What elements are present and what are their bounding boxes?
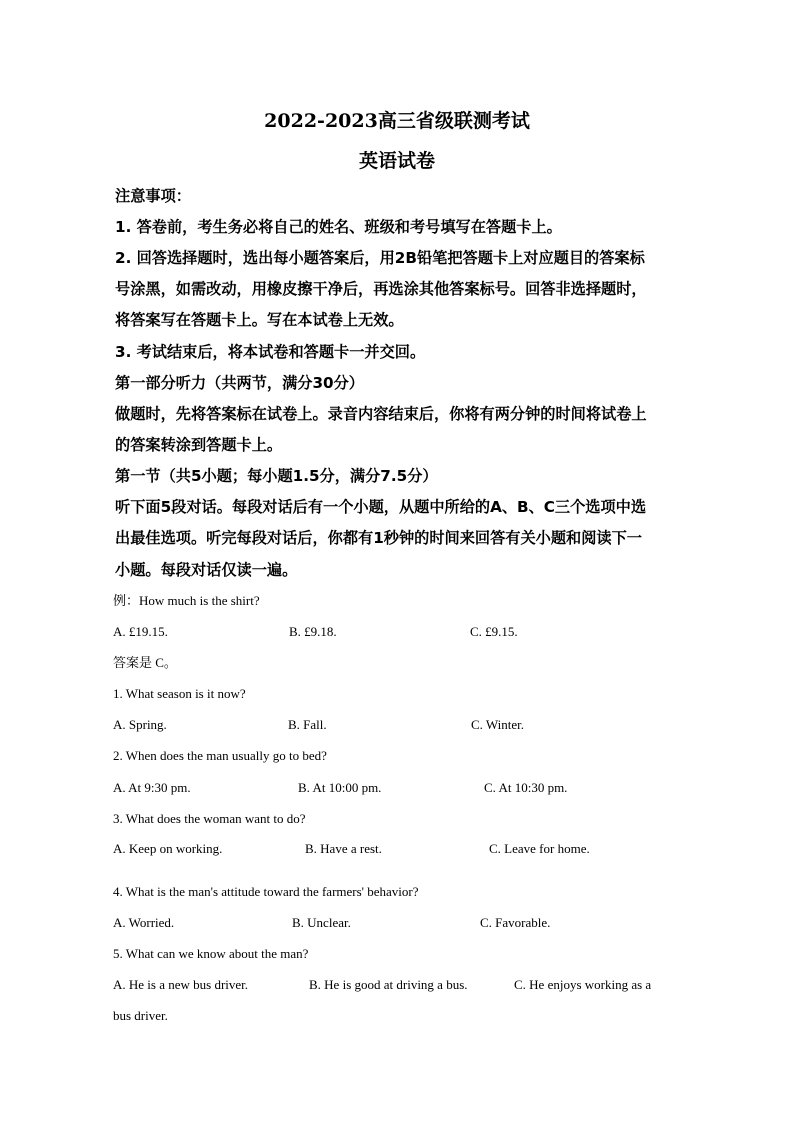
part1-instruction-line-2: 的答案转涂到答题卡上。: [115, 436, 283, 454]
section1-instruction-line-3: 小题。每段对话仅读一遍。: [115, 561, 298, 579]
question-1-option-b: B. Fall.: [288, 717, 327, 732]
question-3-option-a: A. Keep on working.: [113, 841, 223, 856]
notice-item-2-line-1: 2. 回答选择题时，选出每小题答案后，用2B铅笔把答题卡上对应题目的答案标: [115, 249, 645, 267]
question-1-option-c: C. Winter.: [471, 717, 525, 732]
notice-item-2-line-3: 将答案写在答题卡上。写在本试卷上无效。: [115, 311, 404, 329]
part1-instruction-line-1: 做题时，先将答案标在试卷上。录音内容结束后，你将有两分钟的时间将试卷上: [115, 405, 647, 423]
question-5: 5. What can we know about the man?: [113, 946, 309, 961]
question-5-option-c: C. He enjoys working as a: [514, 977, 652, 992]
question-3-option-b: B. Have a rest.: [305, 841, 382, 856]
section1-heading: 第一节（共5小题；每小题1.5分，满分7.5分）: [115, 467, 438, 485]
notice-item-2-line-2: 号涂黑，如需改动，用橡皮擦干净后，再选涂其他答案标号。回答非选择题时，: [115, 280, 647, 298]
notice-item-3: 3. 考试结束后，将本试卷和答题卡一并交回。: [115, 343, 426, 361]
question-2-option-c: C. At 10:30 pm.: [484, 780, 568, 795]
question-4: 4. What is the man's attitude toward the farmers' behavior?: [113, 884, 419, 899]
exam-title: 2022-2023高三省级联测考试: [264, 110, 530, 132]
question-3-option-c: C. Leave for home.: [489, 841, 590, 856]
notice-item-1: 1. 答卷前，考生务必将自己的姓名、班级和考号填写在答题卡上。: [115, 218, 562, 236]
example-option-c: C. £9.15.: [470, 624, 518, 639]
question-4-option-a: A. Worried.: [113, 915, 175, 930]
question-4-option-b: B. Unclear.: [292, 915, 351, 930]
question-2-option-a: A. At 9:30 pm.: [113, 780, 191, 795]
question-3: 3. What does the woman want to do?: [113, 811, 306, 826]
question-5-option-a: A. He is a new bus driver.: [113, 977, 249, 992]
question-1: 1. What season is it now?: [113, 686, 246, 701]
example-question: 例：How much is the shirt?: [113, 593, 260, 608]
example-answer: 答案是 C。: [113, 655, 177, 670]
question-5-option-b: B. He is good at driving a bus.: [309, 977, 468, 992]
question-2: 2. When does the man usually go to bed?: [113, 748, 327, 763]
example-option-b: B. £9.18.: [289, 624, 337, 639]
example-option-a: A. £19.15.: [113, 624, 168, 639]
exam-subtitle: 英语试卷: [358, 150, 435, 172]
section1-instruction-line-2: 出最佳选项。听完每段对话后，你都有1秒钟的时间来回答有关小题和阅读下一: [115, 529, 642, 547]
section1-instruction-line-1: 听下面5段对话。每段对话后有一个小题，从题中所给的A、B、C三个选项中选: [115, 498, 647, 516]
question-2-option-b: B. At 10:00 pm.: [298, 780, 382, 795]
question-1-option-a: A. Spring.: [113, 717, 167, 732]
part1-heading: 第一部分听力（共两节，满分30分）: [115, 374, 364, 392]
question-5-option-c-continued: bus driver.: [113, 1008, 168, 1023]
notice-heading: 注意事项：: [115, 187, 191, 205]
question-4-option-c: C. Favorable.: [480, 915, 551, 930]
